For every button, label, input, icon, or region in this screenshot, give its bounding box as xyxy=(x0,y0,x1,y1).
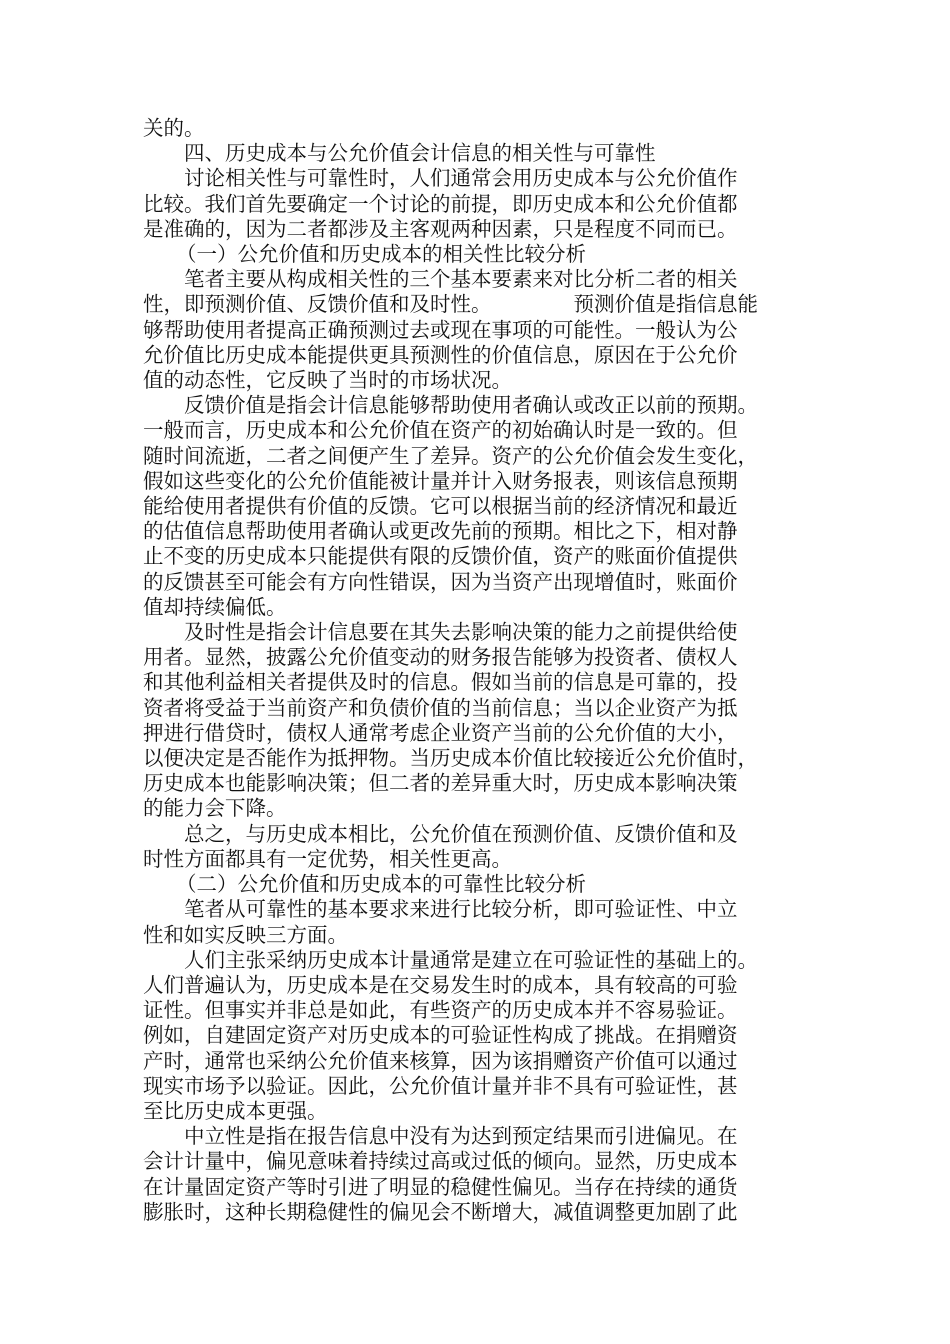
paragraph-line: 至比历史成本更强。 xyxy=(143,1098,328,1123)
paragraph-line: 性和如实反映三方面。 xyxy=(143,922,348,947)
paragraph-line: 中立性是指在报告信息中没有为达到预定结果而引进偏见。在 xyxy=(184,1124,738,1149)
paragraph-line: 笔者从可靠性的基本要求来进行比较分析，即可验证性、中立 xyxy=(184,897,738,922)
paragraph-line: 产时，通常也采纳公允价值来核算，因为该捐赠资产价值可以通过 xyxy=(143,1048,738,1073)
paragraph-line xyxy=(143,292,811,317)
paragraph-line: 人们普遍认为，历史成本是在交易发生时的成本，具有较高的可验 xyxy=(143,972,738,997)
paragraph-line: 历史成本也能影响决策；但二者的差异重大时，历史成本影响决策 xyxy=(143,771,738,796)
subsection-heading: （一）公允价值和历史成本的相关性比较分析 xyxy=(176,242,586,267)
paragraph-line: 现实市场予以验证。因此，公允价值计量并非不具有可验证性，甚 xyxy=(143,1073,738,1098)
paragraph-line: 止不变的历史成本只能提供有限的反馈价值，资产的账面价值提供 xyxy=(143,544,738,569)
paragraph-line: 随时间流逝，二者之间便产生了差异。资产的公允价值会发生变化， xyxy=(143,443,758,468)
paragraph-line: 膨胀时，这种长期稳健性的偏见会不断增大，减值调整更加剧了此 xyxy=(143,1199,738,1224)
paragraph-line: 证性。但事实并非总是如此，有些资产的历史成本并不容易验证。 xyxy=(143,998,738,1023)
paragraph-line: 能给使用者提供有价值的反馈。它可以根据当前的经济情况和最近 xyxy=(143,494,738,519)
paragraph-line: 讨论相关性与可靠性时，人们通常会用历史成本与公允价值作 xyxy=(184,166,738,191)
paragraph-line: 一般而言，历史成本和公允价值在资产的初始确认时是一致的。但 xyxy=(143,418,738,443)
paragraph-line: 比较。我们首先要确定一个讨论的前提，即历史成本和公允价值都 xyxy=(143,191,738,216)
paragraph-line: 押进行借贷时，债权人通常考虑企业资产当前的公允价值的大小， xyxy=(143,720,738,745)
paragraph-line: 够帮助使用者提高正确预测过去或现在事项的可能性。一般认为公 xyxy=(143,317,738,342)
paragraph-line: 允价值比历史成本能提供更具预测性的价值信息，原因在于公允价 xyxy=(143,342,738,367)
paragraph-line: 的估值信息帮助使用者确认或更改先前的预期。相比之下，相对静 xyxy=(143,519,738,544)
paragraph-line: 例如，自建固定资产对历史成本的可验证性构成了挑战。在捐赠资 xyxy=(143,1023,738,1048)
section-heading: 四、历史成本与公允价值会计信息的相关性与可靠性 xyxy=(184,141,656,166)
paragraph-line: 会计计量中，偏见意味着持续过高或过低的倾向。显然，历史成本 xyxy=(143,1149,738,1174)
paragraph-line: 的反馈甚至可能会有方向性错误，因为当资产出现增值时，账面价 xyxy=(143,569,738,594)
paragraph-line: 时性方面都具有一定优势，相关性更高。 xyxy=(143,846,512,871)
paragraph-line: 值却持续偏低。 xyxy=(143,594,287,619)
paragraph-fragment: 性，即预测价值、反馈价值和及时性。 xyxy=(143,292,492,317)
paragraph-line: 笔者主要从构成相关性的三个基本要素来对比分析二者的相关 xyxy=(184,267,738,292)
paragraph-line: 是准确的，因为二者都涉及主客观两种因素，只是程度不同而已。 xyxy=(143,216,738,241)
paragraph-line: 及时性是指会计信息要在其失去影响决策的能力之前提供给使 xyxy=(184,620,738,645)
paragraph-line: 反馈价值是指会计信息能够帮助使用者确认或改正以前的预期。 xyxy=(184,393,758,418)
paragraph-fragment: 预测价值是指信息能 xyxy=(573,292,758,317)
paragraph-line: 用者。显然，披露公允价值变动的财务报告能够为投资者、债权人 xyxy=(143,645,738,670)
text-line: 关的。 xyxy=(143,116,205,140)
paragraph-line: 以便决定是否能作为抵押物。当历史成本价值比较接近公允价值时， xyxy=(143,746,758,771)
paragraph-line: 人们主张采纳历史成本计量通常是建立在可验证性的基础上的。 xyxy=(184,947,758,972)
paragraph-line: 的能力会下降。 xyxy=(143,796,287,821)
paragraph-line: 总之，与历史成本相比，公允价值在预测价值、反馈价值和及 xyxy=(184,821,738,846)
paragraph-line: 值的动态性，它反映了当时的市场状况。 xyxy=(143,368,512,393)
paragraph-line: 资者将受益于当前资产和负债价值的当前信息；当以企业资产为抵 xyxy=(143,695,738,720)
document-body xyxy=(143,116,811,1225)
paragraph-line: 和其他利益相关者提供及时的信息。假如当前的信息是可靠的，投 xyxy=(143,670,738,695)
paragraph-line: 假如这些变化的公允价值能被计量并计入财务报表，则该信息预期 xyxy=(143,468,738,493)
paragraph-line: 在计量固定资产等时引进了明显的稳健性偏见。当存在持续的通货 xyxy=(143,1174,738,1199)
subsection-heading: （二）公允价值和历史成本的可靠性比较分析 xyxy=(176,872,586,897)
